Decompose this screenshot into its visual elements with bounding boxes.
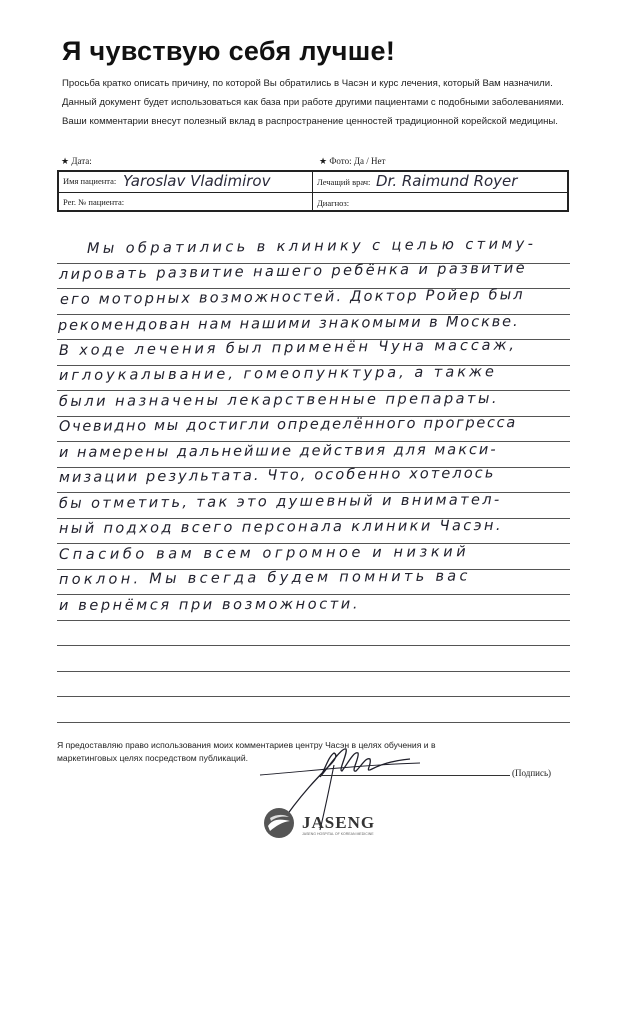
photo-label: ★ Фото: Да / Нет (319, 156, 386, 166)
handwritten-line: В ходе лечения был применён Чуна массаж, (58, 337, 517, 359)
handwritten-line: Спасибо вам всем огромное и низкий (58, 544, 470, 563)
patient-name-value: Yaroslav Vladimirov (123, 172, 271, 190)
intro-line: Данный документ будет использоваться как база при работе другими пациентами с подобными заболеваниями. (62, 97, 564, 108)
doctor-label: Лечащий врач: (317, 177, 371, 187)
logo-subtitle: JASENG HOSPITAL OF KOREAN MEDICINE (302, 832, 374, 836)
handwritten-line: Очевидно мы достигли определённого прогресса (58, 415, 517, 435)
handwritten-line: Мы обратились в клинику с целью стиму- (86, 236, 537, 257)
diagnosis-label: Диагноз: (317, 198, 350, 208)
page-title: Я чувствую себя лучше! (62, 36, 396, 66)
consent-line: Я предоставляю право использования моих комментариев центру Часэн в целях обучения и в (57, 740, 436, 750)
date-label: ★ Дата: (61, 156, 92, 166)
consent-line: маркетинговых целях посредством публикаций. (57, 753, 249, 763)
handwritten-line: ный подход всего персонала клиники Часэн. (58, 517, 503, 537)
handwritten-line: его моторных возможностей. Доктор Ройер был (59, 287, 525, 308)
handwritten-line: и намерены дальнейшие действия для макси- (58, 441, 498, 461)
logo-name: JASENG (302, 813, 376, 832)
signature-label: (Подпись) (512, 768, 552, 778)
handwritten-line: мизации результата. Что, особенно хотелось (58, 465, 496, 486)
intro-text (62, 74, 582, 131)
jaseng-logo-icon (262, 806, 296, 840)
reg-number-label: Рег. № пациента: (63, 197, 125, 207)
intro-line: Просьба кратко описать причину, по которой Вы обратились в Часэн и курс лечения, который Вам назначили. (62, 78, 553, 89)
patient-info-grid (57, 170, 569, 212)
handwritten-line: и вернёмся при возможности. (58, 596, 361, 614)
signature-line (320, 775, 510, 776)
handwritten-line: поклон. Мы всегда будем помнить вас (58, 568, 471, 588)
doctor-value: Dr. Raimund Royer (376, 172, 518, 190)
handwritten-line: лировать развитие нашего ребёнка и развитие (58, 260, 528, 283)
handwritten-line: бы отметить, так это душевный и внимател- (58, 492, 502, 512)
intro-line: Ваши комментарии внесут полезный вклад в распространение ценностей традиционной корейской медицины. (62, 116, 558, 127)
patient-name-label: Имя пациента: (63, 176, 117, 186)
patient-info-form (57, 156, 571, 208)
handwritten-line: рекомендован нам нашими знакомыми в Москве. (57, 313, 520, 334)
handwritten-line: были назначены лекарственные препараты. (58, 390, 500, 410)
handwritten-line: иглоукалывание, гомеопунктура, а также (58, 364, 498, 384)
